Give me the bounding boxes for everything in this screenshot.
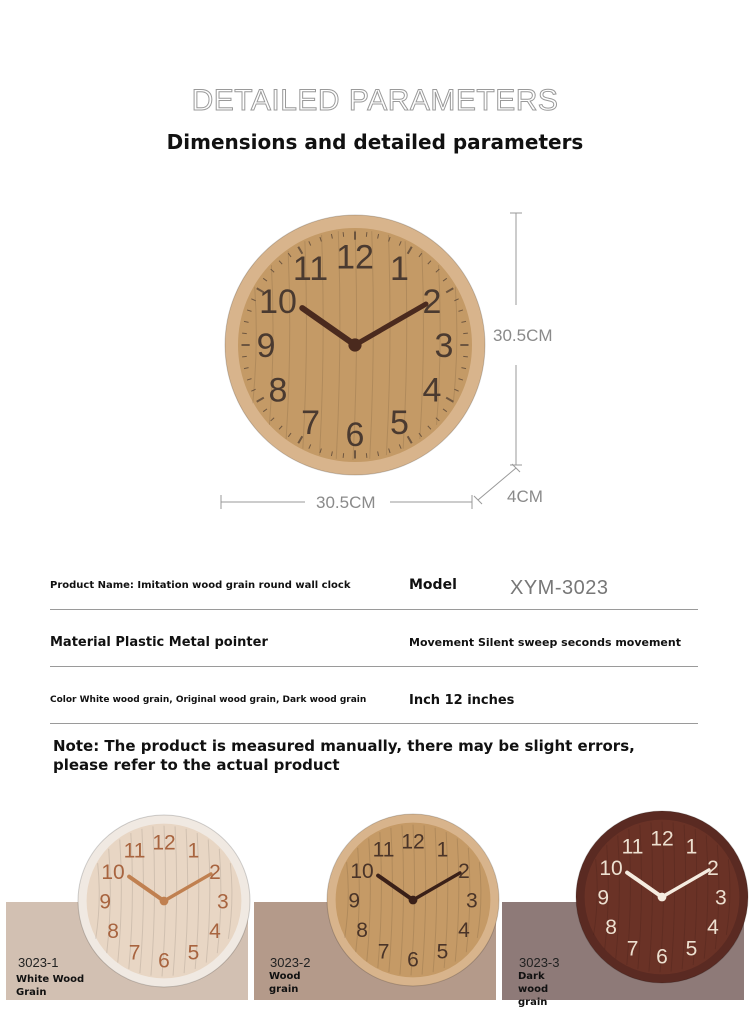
svg-text:3: 3 [465,889,478,913]
svg-text:5: 5 [389,404,409,443]
svg-text:1: 1 [187,839,200,863]
svg-text:3: 3 [434,327,454,366]
svg-text:8: 8 [356,918,368,942]
svg-text:7: 7 [301,404,321,443]
svg-text:8: 8 [107,919,119,943]
variant-code-1: 3023-1 [18,955,59,970]
svg-text:6: 6 [407,948,419,972]
svg-text:2: 2 [422,282,442,321]
model-value: XYM-3023 [510,577,609,599]
svg-text:12: 12 [401,830,425,854]
svg-text:9: 9 [256,327,276,366]
svg-text:2: 2 [707,857,719,881]
svg-text:1: 1 [389,250,409,289]
svg-text:12: 12 [152,831,176,855]
svg-text:9: 9 [348,889,361,913]
svg-text:6: 6 [158,949,170,973]
note-line-2: please refer to the actual product [53,756,340,774]
svg-text:1: 1 [685,835,698,859]
white-wood-clock-icon [76,807,252,995]
svg-text:9: 9 [99,890,112,914]
svg-text:4: 4 [209,919,221,943]
svg-text:7: 7 [377,940,390,964]
dark-wood-clock-icon [574,803,750,991]
svg-text:10: 10 [350,860,374,884]
svg-text:6: 6 [656,945,668,969]
movement-text: Movement Silent sweep seconds movement [409,636,681,649]
svg-text:4: 4 [458,918,470,942]
spec-row-product [50,566,698,610]
svg-text:6: 6 [345,416,365,455]
svg-text:4: 4 [707,915,719,939]
svg-text:11: 11 [372,838,395,862]
svg-text:12: 12 [336,238,374,277]
variant-code-2: 3023-2 [270,955,311,970]
model-label: Model [409,577,457,593]
svg-text:12: 12 [650,827,674,851]
svg-text:10: 10 [101,861,125,885]
svg-text:5: 5 [436,940,449,964]
variant-name-1: White Wood Grain [16,974,85,998]
svg-text:11: 11 [123,839,146,863]
svg-text:2: 2 [458,860,470,884]
svg-text:3: 3 [216,890,229,914]
material-text: Material Plastic Metal pointer [50,635,268,650]
svg-text:10: 10 [599,857,623,881]
section-title-english: DETAILED PARAMETERS [191,84,559,117]
svg-text:10: 10 [259,282,297,321]
svg-text:8: 8 [605,915,617,939]
variant-code-3: 3023-3 [519,955,560,970]
measurement-note [53,737,635,775]
svg-text:1: 1 [436,838,449,862]
product-name-text: Product Name: Imitation wood grain round wall clock [50,580,351,591]
size-text: Inch 12 inches [409,693,515,708]
depth-dimension-label: 4CM [507,487,543,506]
svg-text:11: 11 [292,250,329,289]
spec-row-material [50,610,698,667]
svg-text:2: 2 [209,861,221,885]
color-options-text: Color White wood grain, Original wood grain, Dark wood grain [50,695,367,705]
width-dimension-label: 30.5CM [316,493,376,512]
svg-text:11: 11 [621,835,644,859]
svg-text:8: 8 [268,371,288,410]
section-subtitle: Dimensions and detailed parameters [166,130,584,154]
wood-grain-clock-icon [325,806,501,994]
svg-text:9: 9 [597,886,610,910]
spec-row-color [50,667,698,724]
svg-text:7: 7 [626,937,639,961]
height-dimension-label: 30.5CM [493,326,553,345]
variant-name-3: Dark wood grain [518,971,549,1008]
svg-text:5: 5 [685,937,698,961]
variant-name-2: Wood grain [269,971,301,995]
note-line-1: Note: The product is measured manually, there may be slight errors, [53,737,635,755]
svg-text:3: 3 [714,886,727,910]
svg-text:4: 4 [422,371,442,410]
svg-text:7: 7 [128,941,141,965]
svg-text:5: 5 [187,941,200,965]
